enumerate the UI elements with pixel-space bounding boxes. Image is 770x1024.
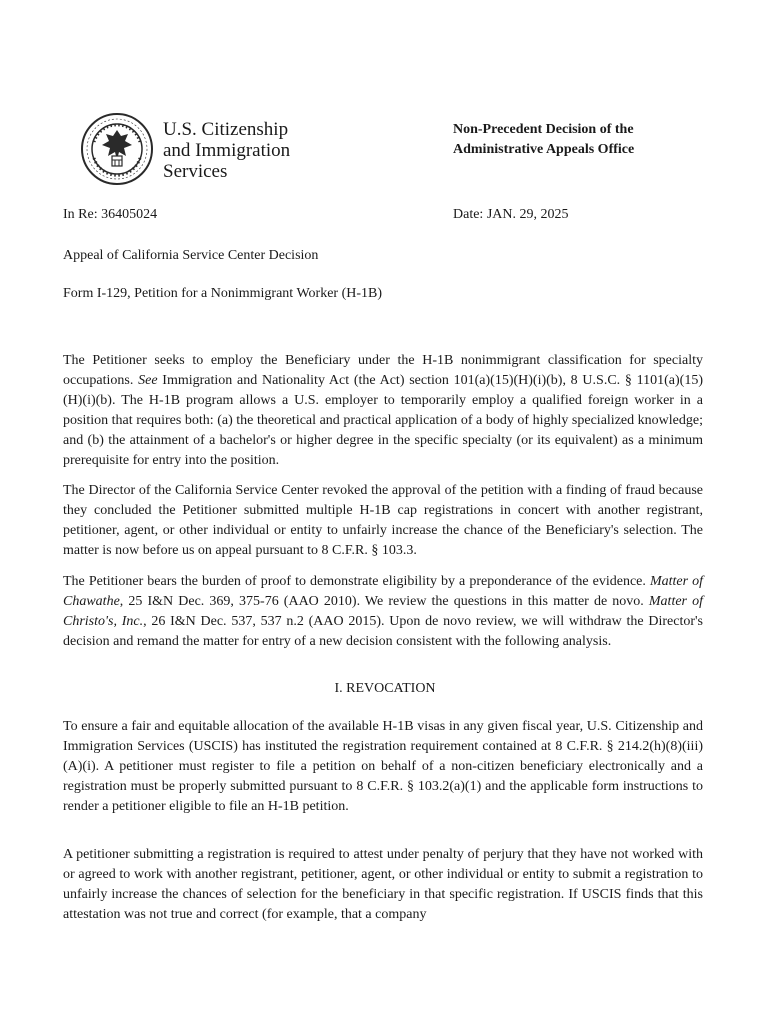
decision-title-line-2: Administrative Appeals Office [453,142,635,157]
paragraph-intro [63,351,703,471]
form-line: Form I-129, Petition for a Nonimmigrant Worker (H-1B) [63,286,383,301]
p3-text-c: , 25 I&N Dec. 369, 375-76 (AAO 2010). We review the questions in this matter de novo. [119,594,649,609]
p1-signal: See [138,373,158,388]
paragraph-attestation: A petitioner submitting a registration is required to attest under penalty of perjury that they have not worked with or agreed to work with another registrant, petitioner, agent, or other individual or entity to submit a registration to unfairly increase the chances of selection for the beneficiary in that specific registration. If USCIS finds that this attestation was not true and correct (for example, that a company [63,847,703,922]
dhs-seal-icon [80,112,154,186]
agency-line-3: Services [163,161,228,182]
case-number: In Re: 36405024 [63,207,158,222]
paragraph-burden [63,572,703,652]
p3-text-a: The Petitioner bears the burden of proof to demonstrate eligibility by a preponderance of the evidence. [63,574,650,589]
agency-line-1: U.S. Citizenship [163,119,289,140]
p3-case-chawathe: Matter of Chawathe [63,574,704,609]
paragraph-registration: To ensure a fair and equitable allocation of the available H-1B visas in any given fiscal year, U.S. Citizenship and Immigration Services (USCIS) has instituted the registration requirement contained at 8 C.F.R. § 214.2(h)(8)(iii)(A)(i). A petitioner must register to file a petition on behalf of a non-citizen beneficiary electronically and a registration must be properly submitted pursuant to 8 C.F.R. § 103.2(a)(1) and the applicable form instructions to render a petitioner eligible to file an H-1B petition. [63,719,703,814]
decision-title [453,120,634,160]
appeal-line: Appeal of California Service Center Decision [63,248,319,263]
section-heading: I. REVOCATION [334,681,436,696]
decision-title-line-1: Non-Precedent Decision of the [453,122,634,137]
p3-case-christos: Matter of Christo's, Inc. [63,594,703,629]
p1-text-c: Immigration and Nationality Act (the Act) section 101(a)(15)(H)(i)(b), 8 U.S.C. § 1101(a)(15)(H)(i)(b). The H-1B program allows a U.S. employer to temporarily employ a qualified foreign worker in a position that requires both: (a) the theoretical and practical application of a body of highly specialized knowledge; and (b) the attainment of a bachelor's or higher degree in the specific specialty (or its equivalent) as a minimum prerequisite for entry into the position. [63,373,703,468]
paragraph-director: The Director of the California Service Center revoked the approval of the petition with a finding of fraud because they concluded the Petitioner submitted multiple H-1B cap registrations in concert with another registrant, petitioner, agent, or other individual or entity to unfairly increase the chance of the Beneficiary's selection. The matter is now before us on appeal pursuant to 8 C.F.R. § 103.3. [63,483,703,558]
decision-date: Date: JAN. 29, 2025 [453,207,569,222]
p3-text-e: , 26 I&N Dec. 537, 537 n.2 (AAO 2015). Upon de novo review, we will withdraw the Director's decision and remand the matter for entry of a new decision consistent with the following analysis. [63,614,703,649]
agency-name [163,119,290,182]
agency-line-2: and Immigration [163,140,291,161]
p1-text-a: The Petitioner seeks to employ the Beneficiary under the H-1B nonimmigrant classification for specialty occupations. [63,353,703,388]
